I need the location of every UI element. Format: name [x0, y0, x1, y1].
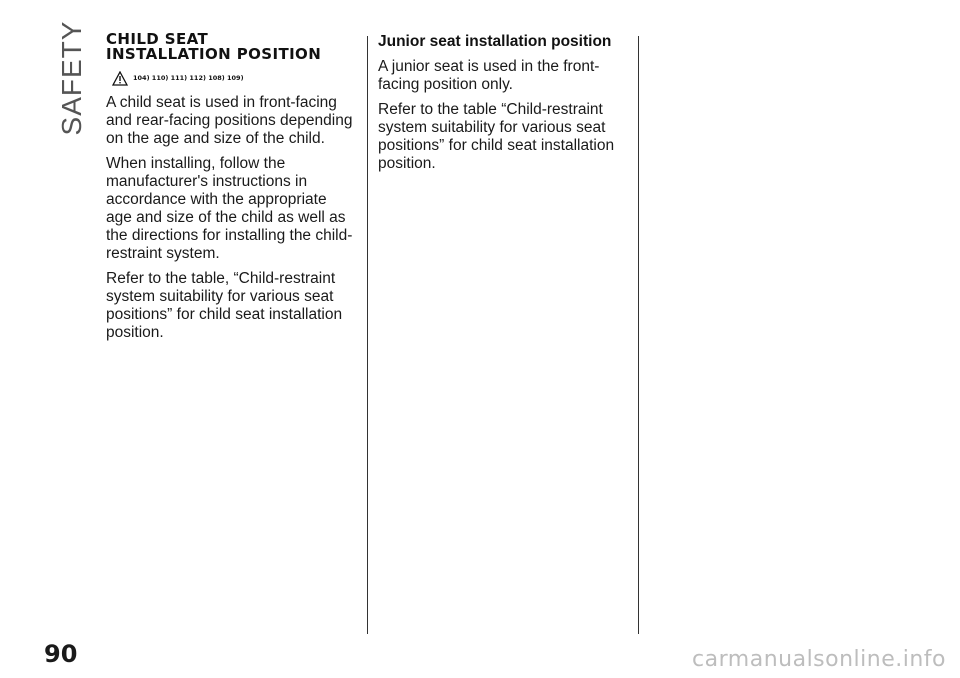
warning-triangle-icon [112, 71, 128, 86]
paragraph: A junior seat is used in the front-facing position only. [378, 58, 600, 93]
paragraph: Refer to the table, “Child-restraint system suitability for various seat positions” for child seat installation position. [106, 270, 343, 341]
paragraph: Refer to the table “Child-restraint system suitability for various seat positions” for child seat installation position. [378, 101, 615, 172]
section-heading-line1: CHILD SEAT [106, 30, 209, 48]
section-tab [52, 20, 92, 136]
paragraph: When installing, follow the manufacturer's instructions in accordance with the appropriate age and size of the child as well as the directions for installing the child-restraint system. [106, 155, 353, 262]
right-column [378, 32, 628, 173]
section-heading [106, 32, 356, 62]
subheading: Junior seat installation position [378, 33, 612, 50]
warning-reference-line [106, 69, 356, 87]
column-divider-right [638, 36, 639, 634]
page-number: 90 [44, 640, 78, 668]
section-heading-line2: INSTALLATION POSITION [106, 45, 322, 63]
section-tab-label: SAFETY [56, 20, 87, 136]
column-divider-left [367, 36, 368, 634]
left-column [106, 32, 356, 342]
watermark: carmanualsonline.info [692, 647, 946, 672]
paragraph: A child seat is used in front-facing and rear-facing positions depending on the age and size of the child. [106, 94, 353, 147]
warning-references: 104) 110) 111) 112) 108) 109) [133, 74, 244, 82]
